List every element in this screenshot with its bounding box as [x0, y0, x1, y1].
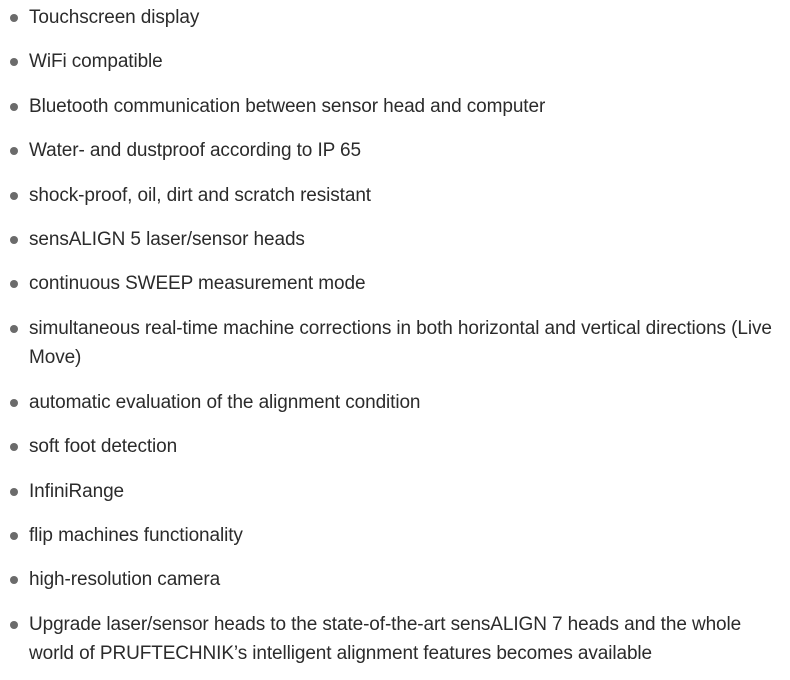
list-item-text: flip machines functionality [29, 524, 243, 546]
list-item-text: Water- and dustproof according to IP 65 [29, 140, 361, 162]
list-item-text: InfiniRange [29, 480, 125, 502]
list-item-text: Touchscreen display [29, 7, 200, 28]
bullet-icon [10, 488, 18, 496]
bullet-icon [10, 236, 18, 244]
list-item [0, 477, 790, 506]
list-item [0, 314, 790, 372]
bullet-icon [10, 621, 18, 629]
list-item [0, 92, 790, 121]
bullet-icon [10, 58, 18, 66]
bullet-icon [10, 576, 18, 584]
list-item-text: simultaneous real-time machine corrections in both horizontal and vertical directions (Live Move) [29, 317, 772, 368]
bullet-icon [10, 443, 18, 451]
bullet-icon [10, 325, 18, 333]
list-item-text: sensALIGN 5 laser/sensor heads [29, 228, 305, 250]
bullet-icon [10, 147, 18, 155]
bullet-icon [10, 280, 18, 288]
list-item-text: WiFi compatible [29, 51, 163, 73]
list-item [0, 610, 790, 668]
list-item-text: high-resolution camera [29, 569, 221, 591]
list-item [0, 432, 790, 461]
bullet-icon [10, 399, 18, 407]
list-item-text: shock-proof, oil, dirt and scratch resistant [29, 184, 371, 206]
bullet-icon [10, 532, 18, 540]
list-item [0, 136, 790, 165]
list-item [0, 3, 790, 32]
list-item [0, 565, 790, 594]
list-item [0, 181, 790, 210]
list-item-text: soft foot detection [29, 436, 178, 458]
bullet-icon [10, 14, 18, 22]
list-item-text: automatic evaluation of the alignment condition [29, 391, 421, 413]
list-item-text: Bluetooth communication between sensor head and computer [29, 95, 546, 117]
list-item [0, 521, 790, 550]
list-item [0, 47, 790, 76]
list-item-text: Upgrade laser/sensor heads to the state-of-the-art sensALIGN 7 heads and the whole world of PRUFTECHNIK’s intelligent alignment features becomes available [29, 613, 742, 664]
list-item [0, 225, 790, 254]
list-item [0, 388, 790, 417]
list-item [0, 269, 790, 298]
bullet-icon [10, 192, 18, 200]
list-item-text: continuous SWEEP measurement mode [29, 273, 366, 295]
bullet-icon [10, 103, 18, 111]
